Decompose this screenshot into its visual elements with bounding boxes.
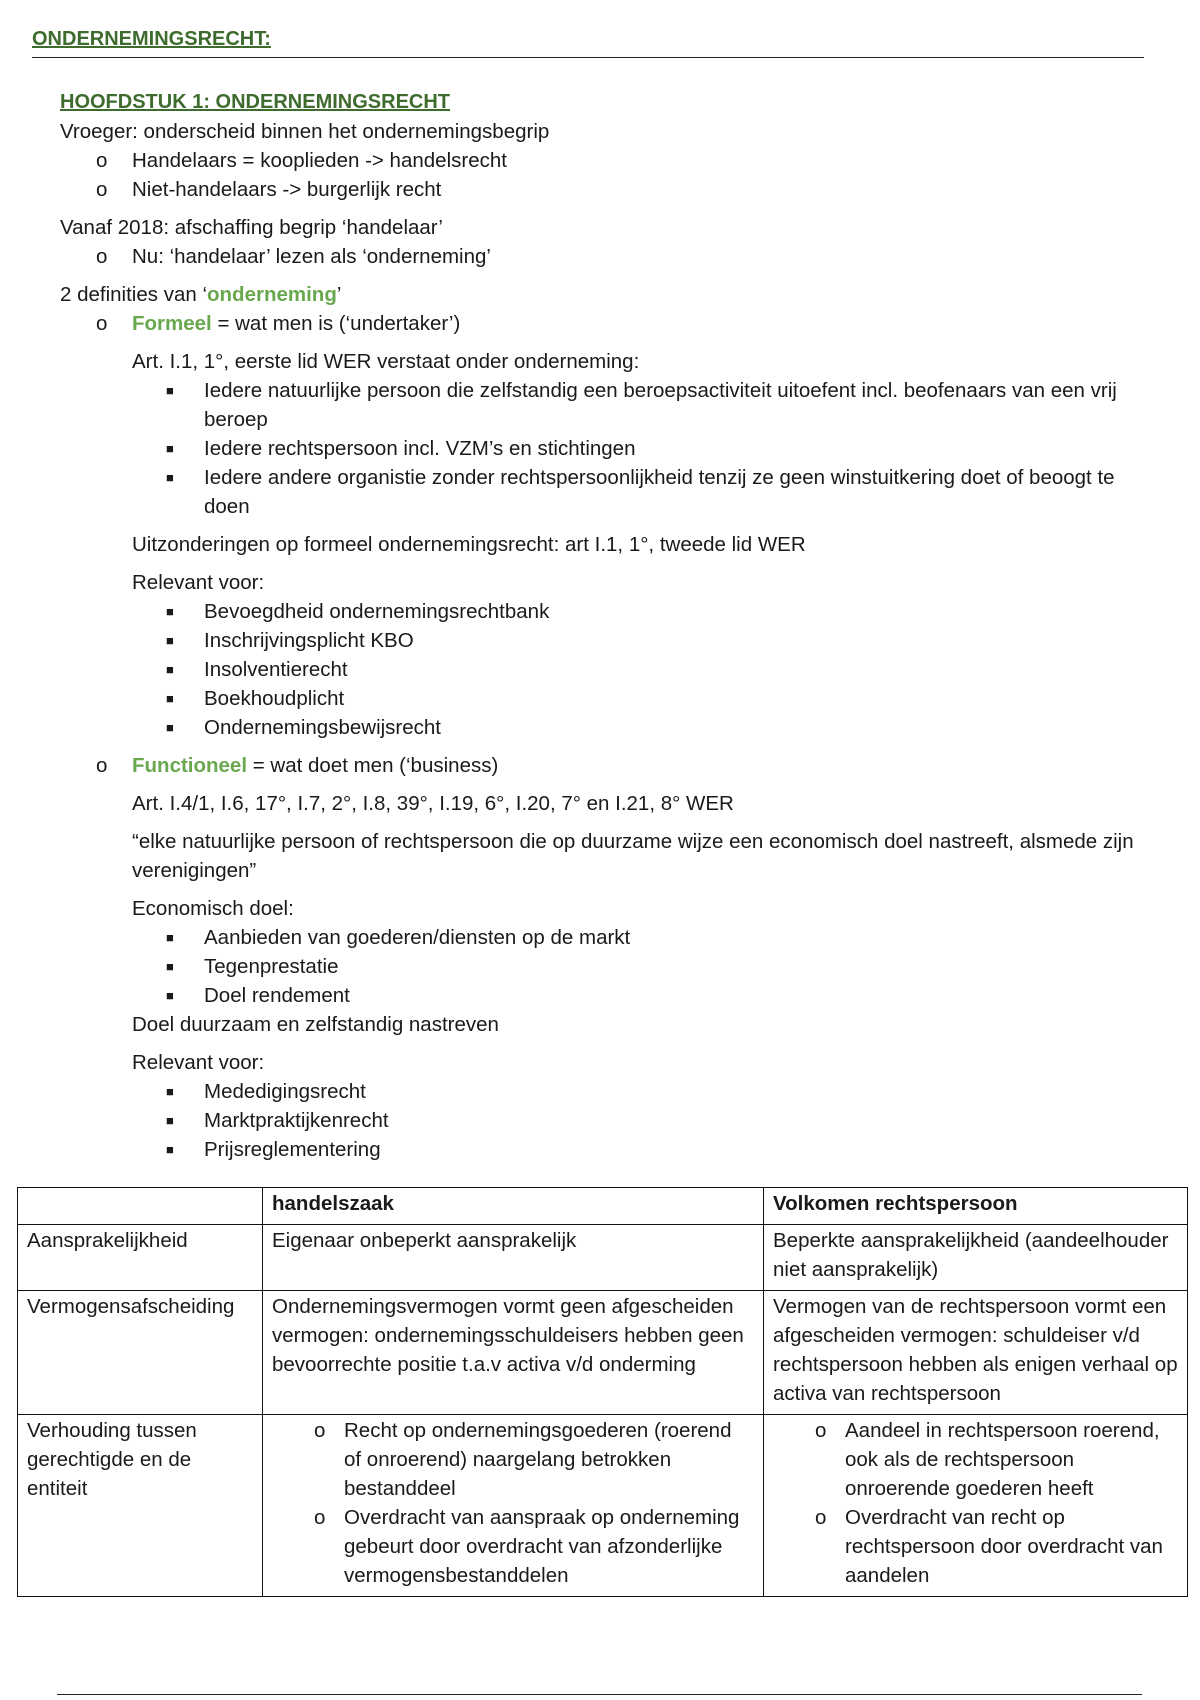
list-item: ■ Insolventierecht [60,655,1140,684]
circle-bullet-icon: o [96,754,108,777]
circle-bullet-icon: o [96,178,108,201]
list-item: ■ Inschrijvingsplicht KBO [60,626,1140,655]
row-label: Vermogensafscheiding [18,1291,263,1415]
square-bullet-icon: ■ [166,383,174,398]
circle-bullet-icon: o [815,1419,827,1442]
list-item: o Aandeel in rechtspersoon roerend, ook als de rechtspersoon onroerende goederen heeft [773,1416,1178,1503]
list-item: ■ Aanbieden van goederen/diensten op de markt [60,923,1140,952]
table-header-cell: handelszaak [263,1188,764,1225]
relevant-label: Relevant voor: [132,571,265,594]
vroeger-intro: Vroeger: onderscheid binnen het ondernemingsbegrip [60,120,550,143]
table-header-row [18,1188,1188,1225]
square-bullet-icon: ■ [166,720,174,735]
formeel-heading: o Formeel = wat men is (‘undertaker’) [60,309,1140,338]
list-item: o Overdracht van recht op rechtspersoon door overdracht van aandelen [773,1503,1178,1590]
formeel-article: Art. I.1, 1°, eerste lid WER verstaat onder onderneming: [132,350,640,373]
list-item: ■ Iedere rechtspersoon incl. VZM’s en stichtingen [60,434,1140,463]
square-bullet-icon: ■ [166,604,174,619]
table-cell: Beperkte aansprakelijkheid (aandeelhouder niet aansprakelijk) [764,1225,1188,1291]
list-item: o Overdracht van aanspraak op onderneming gebeurt door overdracht van afzonderlijke vermogensbestanddelen [272,1503,754,1590]
square-bullet-icon: ■ [166,1113,174,1128]
list-item: o Nu: ‘handelaar’ lezen als ‘onderneming’ [60,242,1140,271]
document-title: ONDERNEMINGSRECHT: [32,28,1144,58]
table-cell [263,1415,764,1597]
list-item: ■ Iedere andere organistie zonder rechtspersoonlijkheid tenzij ze geen winstuitkering doet of beoogt te doen [60,463,1140,521]
row-label: Aansprakelijkheid [18,1225,263,1291]
square-bullet-icon: ■ [166,470,174,485]
square-bullet-icon: ■ [166,930,174,945]
table-cell: Ondernemingsvermogen vormt geen afgescheiden vermogen: ondernemingsschuldeisers hebben geen bevoorrechte positie t.a.v activa v/d onderming [263,1291,764,1415]
square-bullet-icon: ■ [166,441,174,456]
circle-bullet-icon: o [96,312,108,335]
list-item: ■ Ondernemingsbewijsrecht [60,713,1140,742]
functioneel-heading: o Functioneel = wat doet men (‘business) [60,751,1140,780]
table-row [18,1415,1188,1597]
row-label: Verhouding tussen gerechtigde en de entiteit [18,1415,263,1597]
list-item: ■ Prijsreglementering [60,1135,1140,1164]
list-item: ■ Iedere natuurlijke persoon die zelfstandig een beroepsactiviteit uitoefent incl. beofenaars van een vrij beroep [60,376,1140,434]
list-item: ■ Mededigingsrecht [60,1077,1140,1106]
square-bullet-icon: ■ [166,662,174,677]
table-row [18,1291,1188,1415]
list-item: ■ Doel rendement [60,981,1140,1010]
table-header-cell: Volkomen rechtspersoon [764,1188,1188,1225]
vanaf-intro: Vanaf 2018: afschaffing begrip ‘handelaar’ [60,216,443,239]
table-cell: Vermogen van de rechtspersoon vormt een afgescheiden vermogen: schuldeiser v/d rechtspersoon hebben als enigen verhaal op activa van rechtspersoon [764,1291,1188,1415]
table-cell: Eigenaar onbeperkt aansprakelijk [263,1225,764,1291]
chapter-heading: HOOFDSTUK 1: ONDERNEMINGSRECHT [60,91,451,113]
square-bullet-icon: ■ [166,633,174,648]
circle-bullet-icon: o [314,1419,326,1442]
functioneel-article: Art. I.4/1, I.6, 17°, I.7, 2°, I.8, 39°, I.19, 6°, I.20, 7° en I.21, 8° WER [132,792,734,815]
list-item: ■ Marktpraktijkenrecht [60,1106,1140,1135]
circle-bullet-icon: o [96,149,108,172]
square-bullet-icon: ■ [166,691,174,706]
table-cell [764,1415,1188,1597]
list-item: o Niet-handelaars -> burgerlijk recht [60,175,1140,204]
list-item: ■ Boekhoudplicht [60,684,1140,713]
list-item: o Handelaars = kooplieden -> handelsrecht [60,146,1140,175]
doel-line: Doel duurzaam en zelfstandig nastreven [132,1013,499,1036]
footer-divider [57,1694,1142,1695]
circle-bullet-icon: o [314,1506,326,1529]
table-header-cell [18,1188,263,1225]
economic-goal-label: Economisch doel: [132,897,294,920]
functioneel-quote: “elke natuurlijke persoon of rechtspersoon die op duurzame wijze een economisch doel nastreeft, alsmede zijn verenigingen” [132,830,1134,882]
square-bullet-icon: ■ [166,988,174,1003]
square-bullet-icon: ■ [166,959,174,974]
circle-bullet-icon: o [815,1506,827,1529]
table-row [18,1225,1188,1291]
list-item: o Recht op ondernemingsgoederen (roerend of onroerend) naargelang betrokken bestanddeel [272,1416,754,1503]
formeel-exceptions: Uitzonderingen op formeel ondernemingsrecht: art I.1, 1°, tweede lid WER [132,533,806,556]
square-bullet-icon: ■ [166,1084,174,1099]
comparison-table [17,1187,1188,1597]
circle-bullet-icon: o [96,245,108,268]
list-item: ■ Bevoegdheid ondernemingsrechtbank [60,597,1140,626]
list-item: ■ Tegenprestatie [60,952,1140,981]
relevant-label: Relevant voor: [132,1051,265,1074]
square-bullet-icon: ■ [166,1142,174,1157]
definitions-intro: 2 definities van ‘onderneming’ [60,283,342,306]
notes-body [60,88,1140,1164]
